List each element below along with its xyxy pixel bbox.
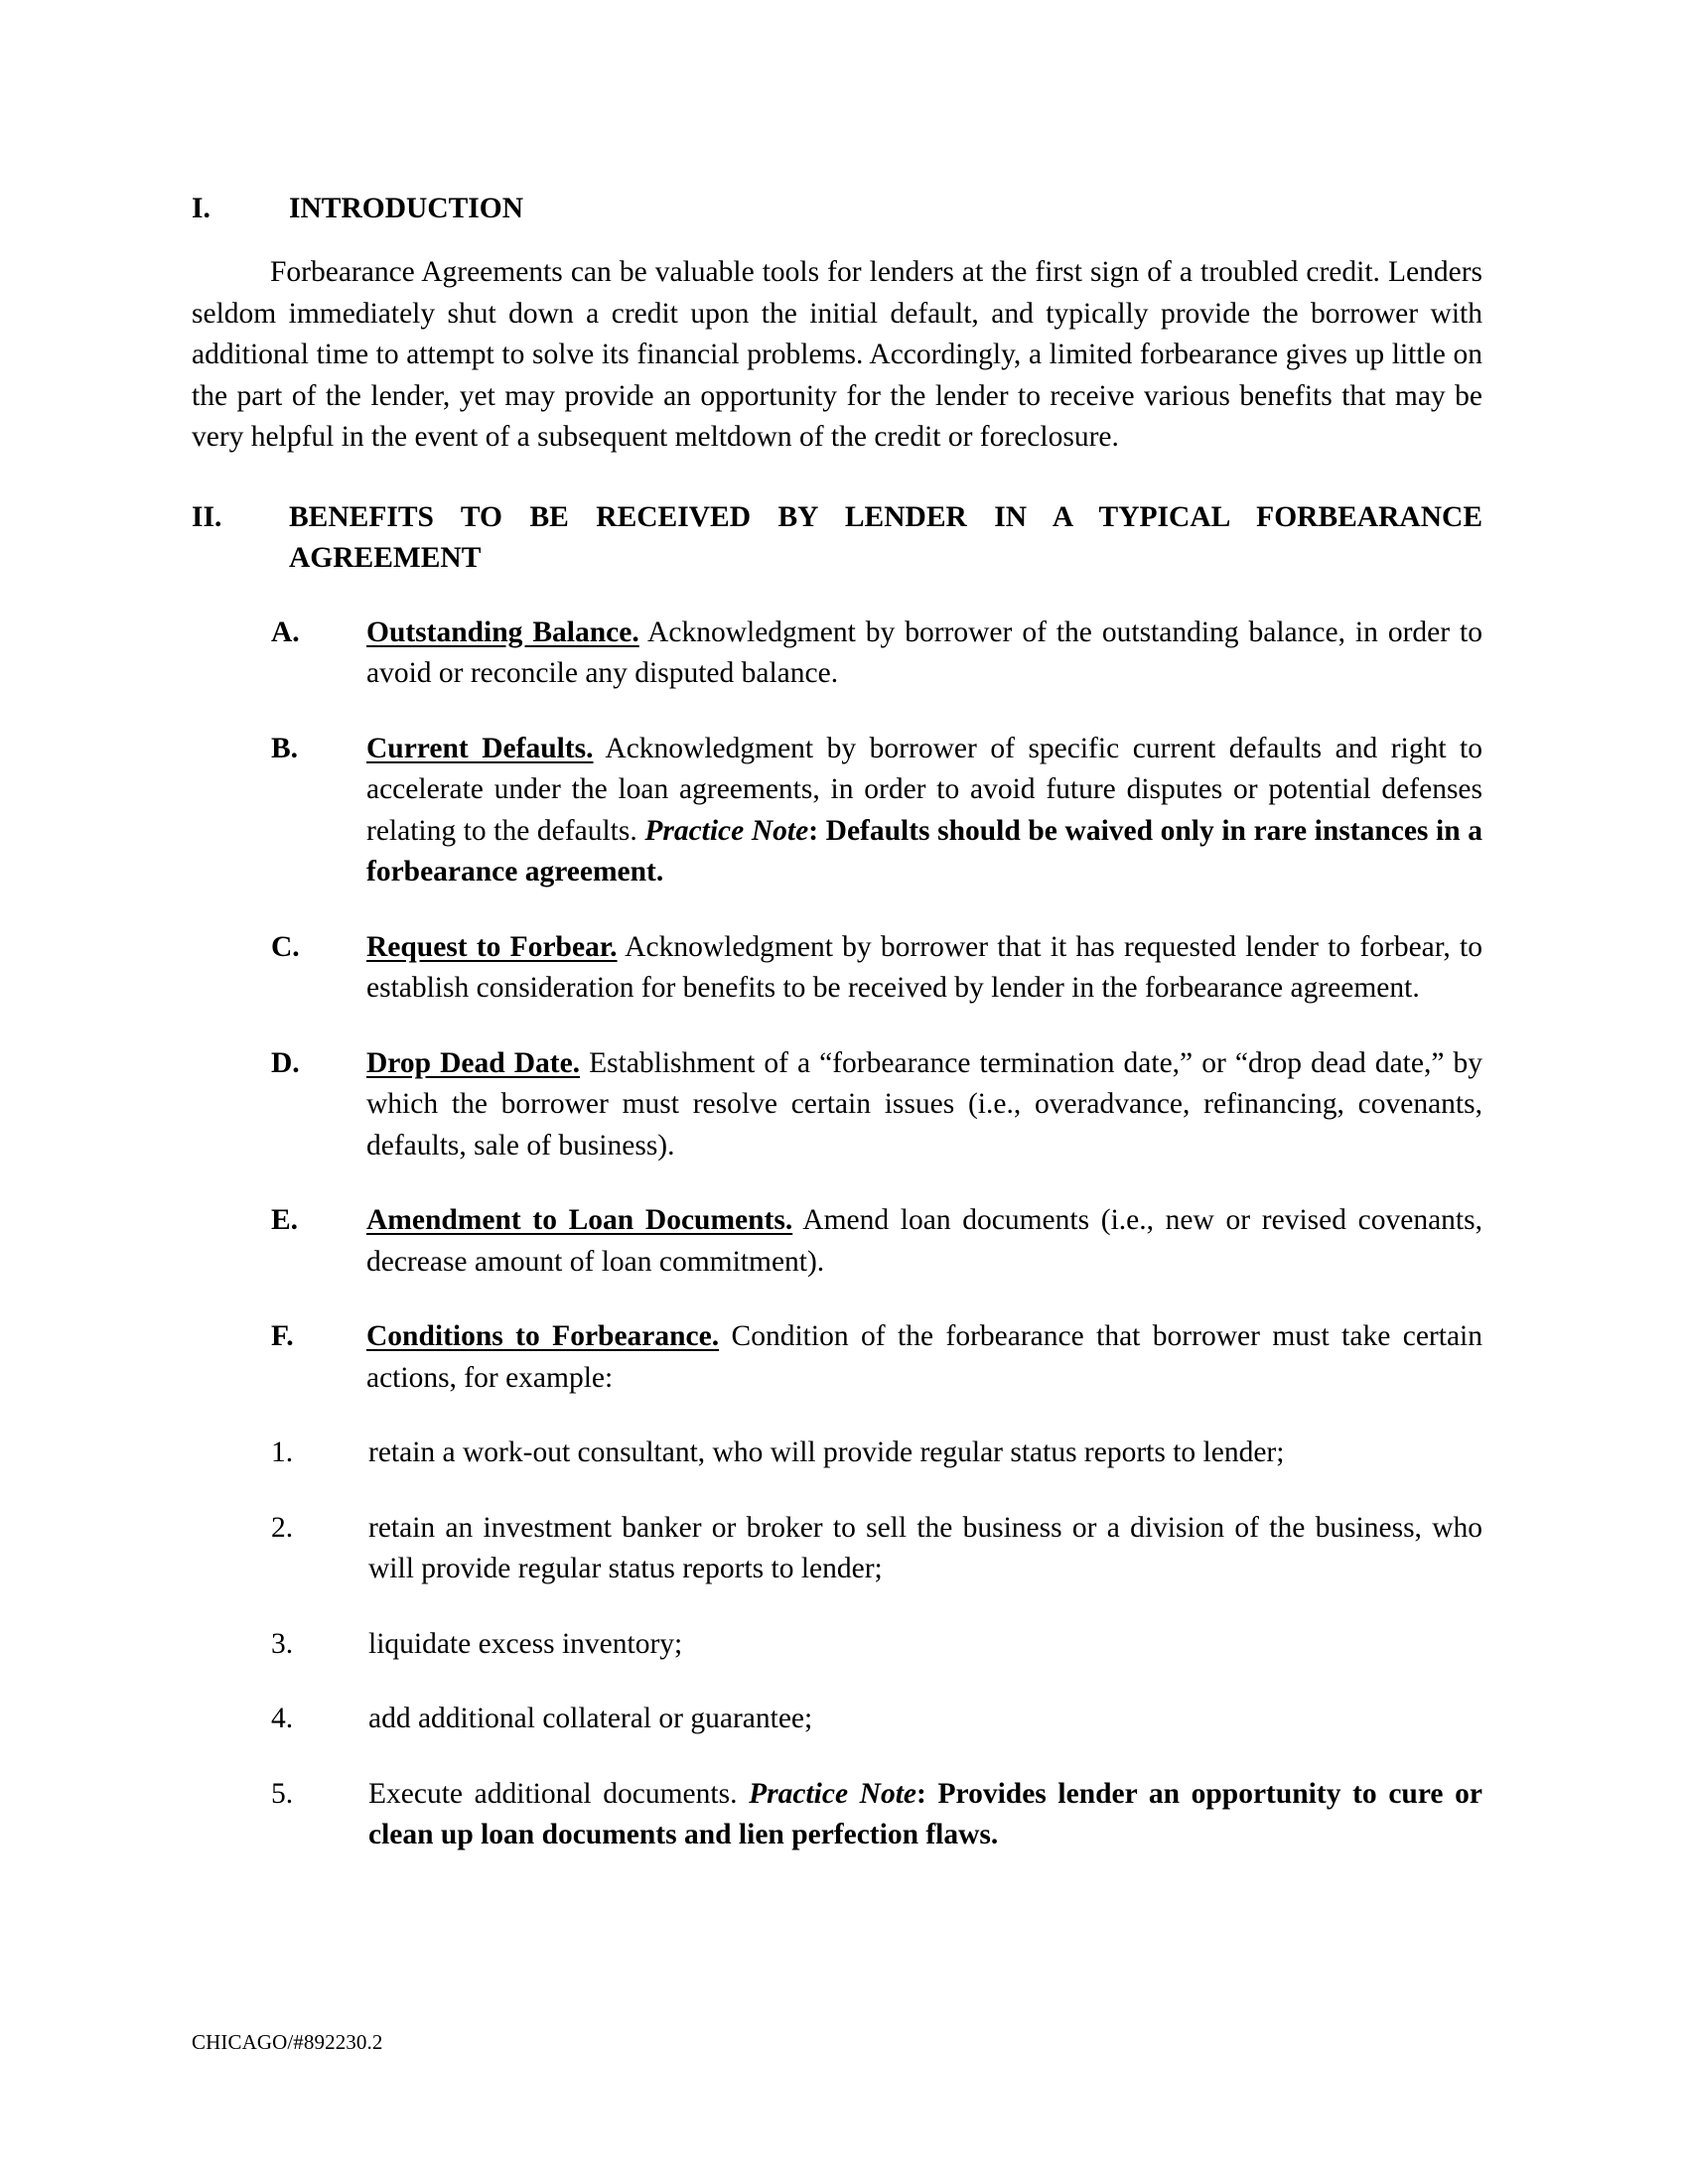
list-item-body-text: add additional collateral or guarantee; <box>368 1703 813 1734</box>
list-item-text <box>366 1200 1482 1283</box>
list-item-marker: 5. <box>271 1777 294 1810</box>
footer-document-reference: CHICAGO/#892230.2 <box>192 2030 383 2054</box>
list-item-body-text: Execute additional documents. <box>368 1777 750 1810</box>
list-item-text <box>368 1508 1482 1590</box>
practice-note-text: : Defaults should be waived only in rare instances in a forbearance agreement. <box>366 814 1482 887</box>
list-item-text <box>368 1433 1482 1474</box>
list-item-marker: 3. <box>271 1627 294 1660</box>
list-item-body-text: Acknowledgment by borrower that it has requested lender to forbear, to establish consideration for benefits to be received by lender in the forbearance agreement. <box>366 930 1482 1004</box>
list-item-marker: B. <box>271 732 299 764</box>
list-item-marker: 1. <box>271 1436 294 1468</box>
list-item <box>192 1316 1482 1399</box>
list-item-text <box>366 613 1482 695</box>
list-item-body-text: Acknowledgment by borrower of the outstanding balance, in order to avoid or reconcile any disputed balance. <box>366 615 1482 689</box>
list-item <box>192 729 1482 893</box>
list-item <box>192 1200 1482 1283</box>
list-item-lead-in: Request to Forbear. <box>366 930 618 963</box>
list-item-marker: D. <box>271 1046 300 1079</box>
list-item-text <box>366 729 1482 893</box>
list-item <box>192 927 1482 1010</box>
list-item <box>192 1433 1482 1474</box>
list-item-body-text: Amend loan documents (i.e., new or revised covenants, decrease amount of loan commitment). <box>366 1204 1482 1278</box>
list-item <box>192 1508 1482 1590</box>
list-item-marker: F. <box>271 1320 294 1352</box>
list-item-body-text: Condition of the forbearance that borrower must take certain actions, for example: <box>366 1320 1482 1394</box>
list-item-text <box>368 1624 1482 1666</box>
introduction-paragraph: Forbearance Agreements can be valuable tools for lenders at the first sign of a troubled credit. Lenders seldom immediately shut down a credit upon the initial default, and typically provide the borrower with additional time to attempt to solve its financial problems. Accordingly, a limited forbearance gives up little on the part of the lender, yet may provide an opportunity for the lender to receive various benefits that may be very helpful in the event of a subsequent meltdown of the credit or foreclosure. <box>192 256 1482 453</box>
list-item-body-text: Establishment of a “forbearance termination date,” or “drop dead date,” by which the borrower must resolve certain issues (i.e., overadvance, refinancing, covenants, defaults, sale of business). <box>366 1046 1482 1161</box>
list-item <box>192 1624 1482 1666</box>
list-item-marker: A. <box>271 615 300 648</box>
conditions-numbered-list <box>192 1433 1482 1856</box>
list-item-marker: C. <box>271 930 300 963</box>
list-item-lead-in: Amendment to Loan Documents. <box>366 1204 793 1236</box>
list-item-lead-in: Conditions to Forbearance. <box>366 1320 720 1352</box>
list-item-lead-in: Current Defaults. <box>366 732 594 764</box>
list-item-marker: 2. <box>271 1511 294 1544</box>
list-item-marker: E. <box>271 1204 299 1236</box>
section-title: INTRODUCTION <box>289 193 524 224</box>
list-item-body-text: retain a work-out consultant, who will provide regular status reports to lender; <box>368 1436 1285 1468</box>
list-item-body-text: retain an investment banker or broker to sell the business or a division of the business, who will provide regular status reports to lender; <box>368 1511 1482 1584</box>
list-item-text <box>366 1043 1482 1167</box>
section-heading-introduction <box>192 189 1482 229</box>
list-item-body-text: Acknowledgment by borrower of specific current defaults and right to accelerate under the loan agreements, in order to avoid future disputes or potential defenses relating to the defaults. <box>366 732 1482 847</box>
list-item-text <box>366 927 1482 1010</box>
practice-note-label: Practice Note <box>749 1777 917 1810</box>
list-item-lead-in: Outstanding Balance. <box>366 615 639 648</box>
list-item-lead-in: Drop Dead Date. <box>366 1046 581 1079</box>
list-item <box>192 1043 1482 1167</box>
section-heading-benefits <box>192 497 1482 579</box>
list-item <box>192 1699 1482 1740</box>
section-number: II. <box>192 500 222 533</box>
list-item <box>192 1774 1482 1856</box>
practice-note-text: : Provides lender an opportunity to cure or clean up loan documents and lien perfection flaws. <box>368 1777 1482 1850</box>
list-item-text <box>368 1699 1482 1740</box>
section-title: BENEFITS TO BE RECEIVED BY LENDER IN A TYPICAL FORBEARANCE AGREEMENT <box>289 500 1482 574</box>
list-item <box>192 613 1482 695</box>
list-item-marker: 4. <box>271 1703 294 1734</box>
benefits-lettered-list <box>192 613 1482 1400</box>
list-item-text <box>368 1774 1482 1856</box>
practice-note-label: Practice Note <box>644 814 809 847</box>
section-number: I. <box>192 193 211 224</box>
document-body <box>192 189 1482 1856</box>
list-item-text <box>366 1316 1482 1399</box>
list-item-body-text: liquidate excess inventory; <box>368 1627 683 1660</box>
